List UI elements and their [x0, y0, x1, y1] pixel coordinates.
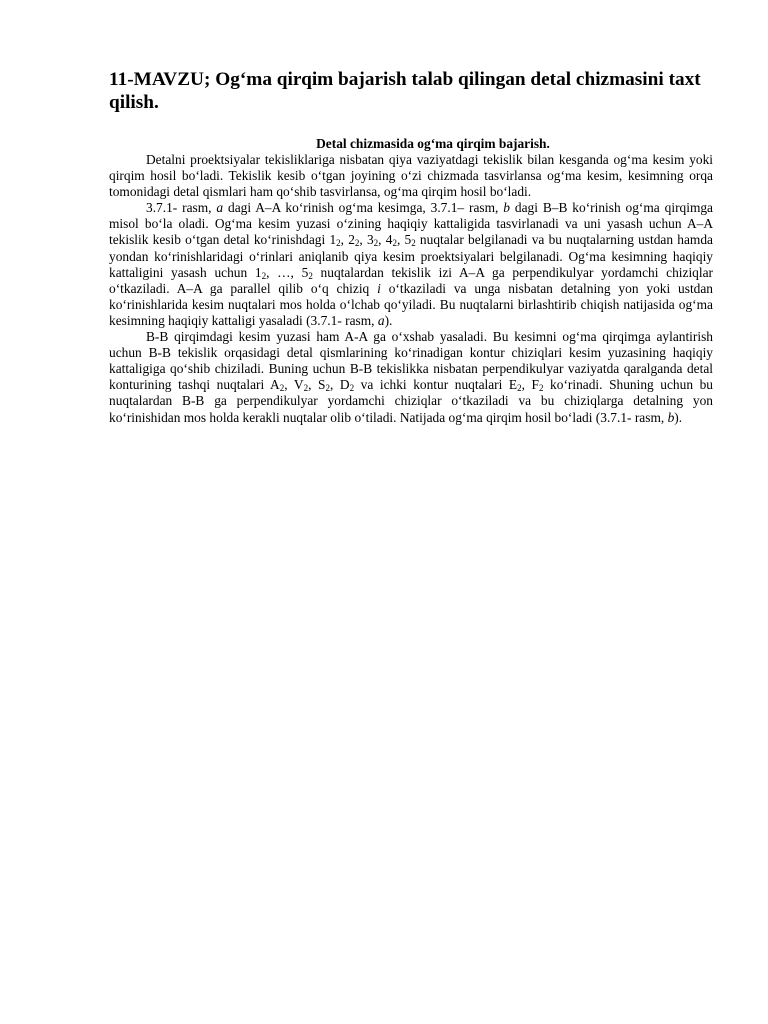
- text-run: B-B qirqimdagi kesim yuzasi ham A-A ga o‘xshab yasaladi. Bu kesimni og‘ma qirqimga aylantirish uchun B-B tekislik orqasidagi detal qismlarining ko‘rinadigan kontur chiziqlari kesim yuzasining haqiqiy kattaligiga qo‘shib chiziladi. Buning uchun B-B tekislikka nisbatan perpendikulyar vaziyatda qaralganda detal konturining tashqi nuqtalari A: [109, 329, 713, 393]
- paragraph: [109, 200, 713, 329]
- subscript: 2: [261, 270, 267, 281]
- text-run: Detalni proektsiyalar tekisliklariga nisbatan qiya vaziyatdagi tekislik bilan kesganda og‘ma kesim yoki qirqim hosil bo‘ladi. Tekislik kesib o‘tgan joyining o‘zi chizmada tasvirlansa og‘ma kesim, kesimning orqa tomonidagi detal qismlari ham qo‘shib tasvirlansa, og‘ma qirqim hosil bo‘ladi.: [109, 152, 713, 200]
- text-run: dagi A–A ko‘rinish og‘ma kesimga, 3.7.1– rasm,: [223, 200, 504, 216]
- italic-text: b: [667, 409, 675, 425]
- text-run: , V: [284, 377, 304, 393]
- subscript: 2: [349, 383, 355, 394]
- text-run: , 5: [396, 232, 412, 248]
- italic-text: b: [503, 200, 510, 216]
- subscript: 2: [392, 238, 397, 249]
- text-run: , F: [521, 377, 539, 393]
- text-run: , 3: [359, 232, 374, 248]
- subscript: 2: [354, 238, 360, 249]
- italic-text: i: [377, 280, 381, 296]
- text-run: , D: [329, 377, 350, 393]
- italic-text: a: [216, 200, 224, 216]
- subscript: 2: [279, 383, 285, 394]
- text-run: nuqtalar belgilanadi va bu nuqtalarning ustdan hamda yondan ko‘rinishlaridagi o‘rinlari aniqlanib qiya kesim proektsiyalari belgilanadi. Og‘ma kesimning haqiqiy kattaligini yasash uchun 1: [109, 232, 713, 280]
- text-run: , …, 5: [266, 264, 309, 280]
- subscript: 2: [538, 383, 544, 394]
- subscript: 2: [411, 238, 416, 249]
- italic-text: a: [377, 312, 385, 328]
- text-run: , S: [308, 377, 326, 393]
- text-run: 3.7.1- rasm,: [146, 200, 217, 216]
- text-run: va ichki kontur nuqtalari E: [354, 377, 518, 393]
- subscript: 2: [303, 383, 309, 394]
- subscript: 2: [308, 270, 313, 281]
- paragraph: [109, 152, 713, 200]
- text-run: ).: [384, 312, 393, 328]
- text-run: ).: [674, 409, 683, 425]
- document-page: [109, 68, 713, 426]
- text-run: o‘tkaziladi va unga nisbatan detalning yon yoki ustdan ko‘rinishlarida kesim nuqtalari mos holda o‘lchab qo‘yiladi. Bu nuqtalarni birlashtirib chiqish natijasida og‘ma kesimning haqiqiy kattaligi yasaladi (3.7.1- rasm,: [109, 280, 714, 328]
- section-title: Detal chizmasida og‘ma qirqim bajarish.: [316, 136, 550, 151]
- text-run: , 4: [378, 232, 393, 248]
- subscript: 2: [517, 383, 522, 394]
- text-run: dagi B–B ko‘rinish og‘ma qirqimga misol bo‘la oladi. Og‘ma kesim yuzasi o‘zining haqiqiy kattaligida tasvirlanadi va uni yasash uchun A–A tekislik kesib o‘tgan detal ko‘rinishdagi 1: [109, 200, 713, 248]
- body-text: [109, 152, 713, 426]
- subscript: 2: [373, 238, 379, 249]
- subscript: 2: [325, 383, 330, 394]
- text-run: nuqtalardan tekislik izi A–A ga perpendikulyar yordamchi chiziqlar o‘tkaziladi. A–A ga parallel qilib o‘q chiziq: [109, 264, 713, 296]
- paragraph: [109, 329, 713, 426]
- page-title: 11-MAVZU; Og‘ma qirqim bajarish talab qilingan detal chizmasini taxt qilish.: [109, 69, 701, 113]
- subscript: 2: [336, 238, 341, 249]
- text-run: ko‘rinadi. Shuning uchun bu nuqtalardan B-B ga perpendikulyar yordamchi chiziqlar o‘tkaziladi va bu chiziqlarga detalning yon ko‘rinishidan mos holda kerakli nuqtalar olib o‘tiladi. Natijada og‘ma qirqim hosil bo‘ladi (3.7.1- rasm,: [109, 377, 713, 425]
- text-run: , 2: [340, 232, 355, 248]
